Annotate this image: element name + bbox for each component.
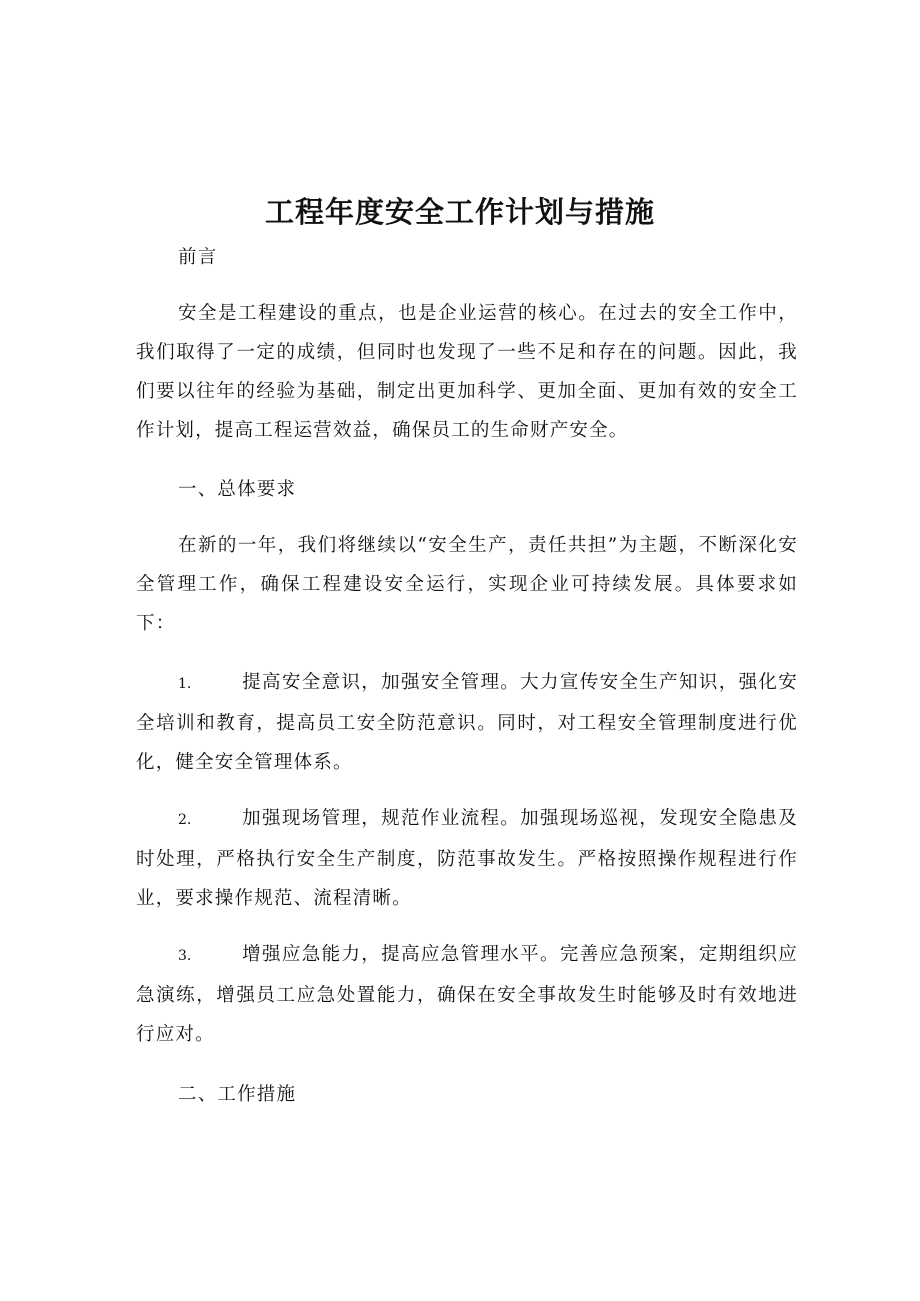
section-2-heading: 二、工作措施 <box>178 1084 297 1105</box>
section-1-intro-paragraph: 在新的一年，我们将继续以“安全生产，责任共担”为主题，不断深化安全管理工作，确保工程建设安全运行，实现企业可持续发展。具体要求如下： <box>136 535 798 634</box>
requirement-number: 1. <box>178 676 192 692</box>
requirement-item <box>136 935 798 1054</box>
section-1-heading: 一、总体要求 <box>178 479 297 500</box>
document-title: 工程年度安全工作计划与措施 <box>264 195 655 229</box>
requirement-text: 提高安全意识，加强安全管理。大力宣传安全生产知识，强化安全培训和教育，提高员工安全防范意识。同时，对工程安全管理制度进行优化，健全安全管理体系。 <box>136 672 798 773</box>
preface-paragraph: 安全是工程建设的重点，也是企业运营的核心。在过去的安全工作中，我们取得了一定的成绩，但同时也发现了一些不足和存在的问题。因此，我们要以往年的经验为基础，制定出更加科学、更加全面、更加有效的安全工作计划，提高工程运营效益，确保员工的生命财产安全。 <box>136 303 798 441</box>
requirement-text: 加强现场管理，规范作业流程。加强现场巡视，发现安全隐患及时处理，严格执行安全生产制度，防范事故发生。严格按照操作规程进行作业，要求操作规范、流程清晰。 <box>136 808 798 909</box>
requirement-number: 3. <box>178 948 192 964</box>
requirement-number: 2. <box>178 812 192 828</box>
requirement-item <box>136 799 798 918</box>
requirement-text: 增强应急能力，提高应急管理水平。完善应急预案，定期组织应急演练，增强员工应急处置能力，确保在安全事故发生时能够及时有效地进行应对。 <box>136 944 798 1045</box>
preface-heading: 前言 <box>178 247 218 268</box>
requirement-item <box>136 663 798 782</box>
